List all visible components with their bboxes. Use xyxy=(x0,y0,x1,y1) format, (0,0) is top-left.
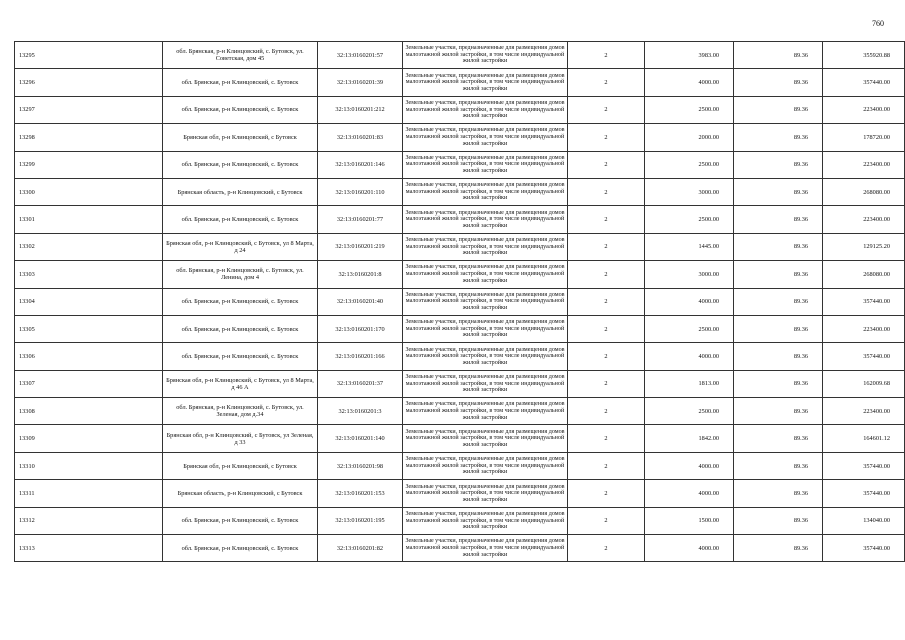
table-row xyxy=(15,151,905,178)
address-cell: обл. Брянская, р-н Клинцовский, с. Бутовск xyxy=(163,69,318,96)
cadastral-number-cell: 32:13:0160201:98 xyxy=(318,452,403,479)
land-use-cell: Земельные участки, предназначенные для размещения домов малоэтажной жилой застройки, в том числе индивидуальной жилой застройки xyxy=(403,315,568,342)
group-cell: 2 xyxy=(568,425,645,452)
area-cell: 2500.00 xyxy=(645,206,734,233)
group-cell: 2 xyxy=(568,69,645,96)
table-row xyxy=(15,425,905,452)
rate-cell: 89.36 xyxy=(734,480,823,507)
area-cell: 3000.00 xyxy=(645,178,734,205)
cadastral-value-cell: 223400.00 xyxy=(823,96,905,123)
address-cell: обл. Брянская, р-н Клинцовский, с. Бутовск xyxy=(163,288,318,315)
cadastral-value-cell: 164601.12 xyxy=(823,425,905,452)
rate-cell: 89.36 xyxy=(734,151,823,178)
cadastral-number-cell: 32:13:0160201:40 xyxy=(318,288,403,315)
cadastral-number-cell: 32:13:0160201:83 xyxy=(318,124,403,151)
group-cell: 2 xyxy=(568,507,645,534)
table-row xyxy=(15,398,905,425)
rate-cell: 89.36 xyxy=(734,42,823,69)
address-cell: обл. Брянская, р-н Клинцовский, с. Бутовск xyxy=(163,96,318,123)
land-use-cell: Земельные участки, предназначенные для размещения домов малоэтажной жилой застройки, в том числе индивидуальной жилой застройки xyxy=(403,261,568,288)
area-cell: 2000.00 xyxy=(645,124,734,151)
row-number: 13301 xyxy=(15,206,163,233)
cadastral-number-cell: 32:13:0160201:166 xyxy=(318,343,403,370)
rate-cell: 89.36 xyxy=(734,425,823,452)
group-cell: 2 xyxy=(568,288,645,315)
table-row xyxy=(15,370,905,397)
group-cell: 2 xyxy=(568,178,645,205)
cadastral-value-cell: 223400.00 xyxy=(823,151,905,178)
cadastral-number-cell: 32:13:0160201:37 xyxy=(318,370,403,397)
row-number: 13295 xyxy=(15,42,163,69)
area-cell: 4000.00 xyxy=(645,69,734,96)
area-cell: 4000.00 xyxy=(645,343,734,370)
land-use-cell: Земельные участки, предназначенные для размещения домов малоэтажной жилой застройки, в том числе индивидуальной жилой застройки xyxy=(403,206,568,233)
land-use-cell: Земельные участки, предназначенные для размещения домов малоэтажной жилой застройки, в том числе индивидуальной жилой застройки xyxy=(403,124,568,151)
table-row xyxy=(15,507,905,534)
address-cell: обл. Брянская, р-н Клинцовский, с. Бутовск, ул. Ленина, дом 4 xyxy=(163,261,318,288)
table-row xyxy=(15,69,905,96)
table-row xyxy=(15,288,905,315)
land-use-cell: Земельные участки, предназначенные для размещения домов малоэтажной жилой застройки, в том числе индивидуальной жилой застройки xyxy=(403,398,568,425)
group-cell: 2 xyxy=(568,151,645,178)
cadastral-value-cell: 357440.00 xyxy=(823,452,905,479)
rate-cell: 89.36 xyxy=(734,452,823,479)
cadastral-value-cell: 355920.88 xyxy=(823,42,905,69)
cadastral-value-table xyxy=(14,41,905,562)
land-use-cell: Земельные участки, предназначенные для размещения домов малоэтажной жилой застройки, в том числе индивидуальной жилой застройки xyxy=(403,425,568,452)
cadastral-number-cell: 32:13:0160201:195 xyxy=(318,507,403,534)
area-cell: 2500.00 xyxy=(645,315,734,342)
table-row xyxy=(15,206,905,233)
rate-cell: 89.36 xyxy=(734,124,823,151)
rate-cell: 89.36 xyxy=(734,206,823,233)
row-number: 13311 xyxy=(15,480,163,507)
row-number: 13300 xyxy=(15,178,163,205)
rate-cell: 89.36 xyxy=(734,288,823,315)
row-number: 13307 xyxy=(15,370,163,397)
address-cell: обл. Брянская, р-н Клинцовский, с. Бутовск xyxy=(163,343,318,370)
cadastral-value-cell: 223400.00 xyxy=(823,206,905,233)
rate-cell: 89.36 xyxy=(734,261,823,288)
land-use-cell: Земельные участки, предназначенные для размещения домов малоэтажной жилой застройки, в том числе индивидуальной жилой застройки xyxy=(403,507,568,534)
row-number: 13304 xyxy=(15,288,163,315)
cadastral-number-cell: 32:13:0160201:146 xyxy=(318,151,403,178)
address-cell: Брянская обл, р-н Клинцовский, с Бутовск xyxy=(163,452,318,479)
address-cell: обл. Брянская, р-н Клинцовский, с. Бутовск xyxy=(163,315,318,342)
table-row xyxy=(15,315,905,342)
area-cell: 4000.00 xyxy=(645,480,734,507)
cadastral-value-cell: 129125.20 xyxy=(823,233,905,260)
cadastral-number-cell: 32:13:0160201:39 xyxy=(318,69,403,96)
group-cell: 2 xyxy=(568,315,645,342)
area-cell: 1500.00 xyxy=(645,507,734,534)
address-cell: обл. Брянская, р-н Клинцовский, с. Бутовск, ул. Зеленая, дом д.34 xyxy=(163,398,318,425)
cadastral-number-cell: 32:13:0160201:140 xyxy=(318,425,403,452)
rate-cell: 89.36 xyxy=(734,535,823,562)
land-use-cell: Земельные участки, предназначенные для размещения домов малоэтажной жилой застройки, в том числе индивидуальной жилой застройки xyxy=(403,151,568,178)
rate-cell: 89.36 xyxy=(734,370,823,397)
cadastral-value-cell: 268080.00 xyxy=(823,178,905,205)
address-cell: обл. Брянская, р-н Клинцовский, с. Бутовск xyxy=(163,507,318,534)
area-cell: 1842.00 xyxy=(645,425,734,452)
group-cell: 2 xyxy=(568,42,645,69)
rate-cell: 89.36 xyxy=(734,178,823,205)
row-number: 13302 xyxy=(15,233,163,260)
cadastral-value-cell: 178720.00 xyxy=(823,124,905,151)
table-row xyxy=(15,343,905,370)
row-number: 13310 xyxy=(15,452,163,479)
land-use-cell: Земельные участки, предназначенные для размещения домов малоэтажной жилой застройки, в том числе индивидуальной жилой застройки xyxy=(403,370,568,397)
group-cell: 2 xyxy=(568,343,645,370)
address-cell: Брянская обл, р-н Клинцовский, с Бутовск, ул 8 Марта, д 46 А xyxy=(163,370,318,397)
row-number: 13305 xyxy=(15,315,163,342)
row-number: 13296 xyxy=(15,69,163,96)
cadastral-value-cell: 357440.00 xyxy=(823,480,905,507)
group-cell: 2 xyxy=(568,535,645,562)
cadastral-number-cell: 32:13:0160201:8 xyxy=(318,261,403,288)
cadastral-value-cell: 223400.00 xyxy=(823,398,905,425)
area-cell: 2500.00 xyxy=(645,96,734,123)
group-cell: 2 xyxy=(568,398,645,425)
row-number: 13312 xyxy=(15,507,163,534)
table-row xyxy=(15,96,905,123)
area-cell: 4000.00 xyxy=(645,288,734,315)
area-cell: 2500.00 xyxy=(645,151,734,178)
land-use-cell: Земельные участки, предназначенные для размещения домов малоэтажной жилой застройки, в том числе индивидуальной жилой застройки xyxy=(403,233,568,260)
table-row xyxy=(15,178,905,205)
area-cell: 4000.00 xyxy=(645,535,734,562)
area-cell: 3000.00 xyxy=(645,261,734,288)
cadastral-value-cell: 162009.68 xyxy=(823,370,905,397)
cadastral-number-cell: 32:13:0160201:212 xyxy=(318,96,403,123)
table-row xyxy=(15,261,905,288)
address-cell: Брянская область, р-н Клинцовский, с Бутовск xyxy=(163,480,318,507)
cadastral-value-cell: 357440.00 xyxy=(823,343,905,370)
land-use-cell: Земельные участки, предназначенные для размещения домов малоэтажной жилой застройки, в том числе индивидуальной жилой застройки xyxy=(403,96,568,123)
land-use-cell: Земельные участки, предназначенные для размещения домов малоэтажной жилой застройки, в том числе индивидуальной жилой застройки xyxy=(403,69,568,96)
address-cell: обл. Брянская, р-н Клинцовский, с. Бутовск xyxy=(163,151,318,178)
row-number: 13313 xyxy=(15,535,163,562)
group-cell: 2 xyxy=(568,233,645,260)
cadastral-value-cell: 268080.00 xyxy=(823,261,905,288)
land-use-cell: Земельные участки, предназначенные для размещения домов малоэтажной жилой застройки, в том числе индивидуальной жилой застройки xyxy=(403,480,568,507)
table-row xyxy=(15,535,905,562)
group-cell: 2 xyxy=(568,452,645,479)
table-row xyxy=(15,233,905,260)
rate-cell: 89.36 xyxy=(734,96,823,123)
land-use-cell: Земельные участки, предназначенные для размещения домов малоэтажной жилой застройки, в том числе индивидуальной жилой застройки xyxy=(403,343,568,370)
cadastral-value-cell: 357440.00 xyxy=(823,288,905,315)
cadastral-number-cell: 32:13:0160201:219 xyxy=(318,233,403,260)
cadastral-number-cell: 32:13:0160201:82 xyxy=(318,535,403,562)
cadastral-number-cell: 32:13:0160201:110 xyxy=(318,178,403,205)
group-cell: 2 xyxy=(568,96,645,123)
table-row xyxy=(15,124,905,151)
address-cell: обл. Брянская, р-н Клинцовский, с. Бутовск xyxy=(163,206,318,233)
area-cell: 1445.00 xyxy=(645,233,734,260)
rate-cell: 89.36 xyxy=(734,315,823,342)
row-number: 13299 xyxy=(15,151,163,178)
area-cell: 4000.00 xyxy=(645,452,734,479)
group-cell: 2 xyxy=(568,480,645,507)
group-cell: 2 xyxy=(568,370,645,397)
page-number: 760 xyxy=(872,19,884,28)
group-cell: 2 xyxy=(568,124,645,151)
row-number: 13306 xyxy=(15,343,163,370)
land-use-cell: Земельные участки, предназначенные для размещения домов малоэтажной жилой застройки, в том числе индивидуальной жилой застройки xyxy=(403,178,568,205)
address-cell: обл. Брянская, р-н Клинцовский, с. Бутовск xyxy=(163,535,318,562)
table-row xyxy=(15,452,905,479)
cadastral-value-cell: 134040.00 xyxy=(823,507,905,534)
row-number: 13309 xyxy=(15,425,163,452)
table-row xyxy=(15,42,905,69)
address-cell: Брянская обл, р-н Клинцовский, с Бутовск, ул 8 Марта, д 24 xyxy=(163,233,318,260)
row-number: 13308 xyxy=(15,398,163,425)
rate-cell: 89.36 xyxy=(734,507,823,534)
land-use-cell: Земельные участки, предназначенные для размещения домов малоэтажной жилой застройки, в том числе индивидуальной жилой застройки xyxy=(403,42,568,69)
rate-cell: 89.36 xyxy=(734,69,823,96)
area-cell: 1813.00 xyxy=(645,370,734,397)
cadastral-number-cell: 32:13:0160201:3 xyxy=(318,398,403,425)
cadastral-value-cell: 223400.00 xyxy=(823,315,905,342)
cadastral-number-cell: 32:13:0160201:57 xyxy=(318,42,403,69)
cadastral-value-cell: 357440.00 xyxy=(823,69,905,96)
row-number: 13303 xyxy=(15,261,163,288)
land-use-cell: Земельные участки, предназначенные для размещения домов малоэтажной жилой застройки, в том числе индивидуальной жилой застройки xyxy=(403,452,568,479)
cadastral-number-cell: 32:13:0160201:77 xyxy=(318,206,403,233)
area-cell: 3983.00 xyxy=(645,42,734,69)
cadastral-number-cell: 32:13:0160201:170 xyxy=(318,315,403,342)
table-body xyxy=(15,42,905,562)
area-cell: 2500.00 xyxy=(645,398,734,425)
rate-cell: 89.36 xyxy=(734,233,823,260)
rate-cell: 89.36 xyxy=(734,343,823,370)
table-row xyxy=(15,480,905,507)
address-cell: Брянская обл, р-н Клинцовский, с Бутовск xyxy=(163,124,318,151)
group-cell: 2 xyxy=(568,206,645,233)
row-number: 13298 xyxy=(15,124,163,151)
land-use-cell: Земельные участки, предназначенные для размещения домов малоэтажной жилой застройки, в том числе индивидуальной жилой застройки xyxy=(403,535,568,562)
cadastral-value-cell: 357440.00 xyxy=(823,535,905,562)
land-use-cell: Земельные участки, предназначенные для размещения домов малоэтажной жилой застройки, в том числе индивидуальной жилой застройки xyxy=(403,288,568,315)
address-cell: Брянская область, р-н Клинцовский, с Бутовск xyxy=(163,178,318,205)
rate-cell: 89.36 xyxy=(734,398,823,425)
address-cell: Брянская обл, р-н Клинцовский, с Бутовск, ул Зеленая, д 33 xyxy=(163,425,318,452)
cadastral-number-cell: 32:13:0160201:153 xyxy=(318,480,403,507)
group-cell: 2 xyxy=(568,261,645,288)
row-number: 13297 xyxy=(15,96,163,123)
address-cell: обл. Брянская, р-н Клинцовский, с. Бутовск, ул. Советская, дом 45 xyxy=(163,42,318,69)
